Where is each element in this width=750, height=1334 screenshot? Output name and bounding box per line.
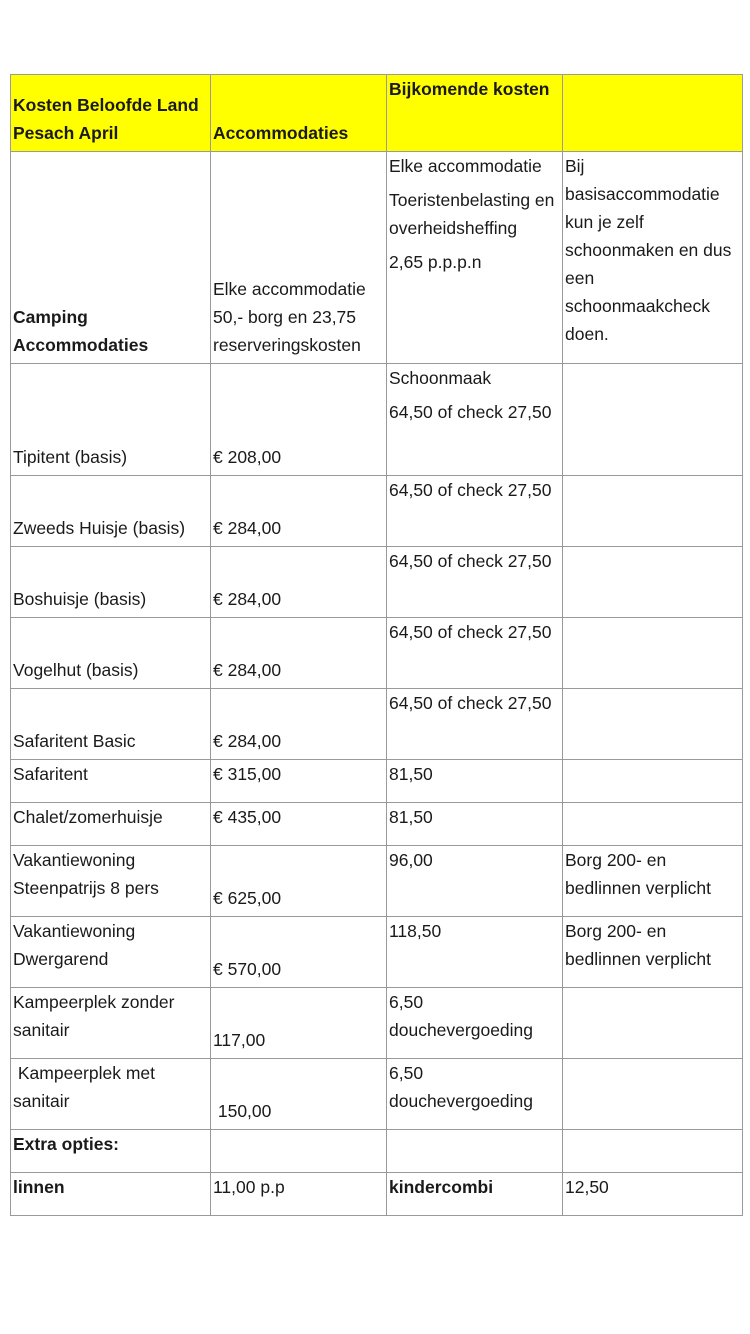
row-name: Vakantiewoning Dwergarend (11, 917, 211, 988)
row-name: Zweeds Huisje (basis) (11, 476, 211, 547)
row-note (563, 618, 743, 689)
row-note: Borg 200- en bedlinnen verplicht (563, 846, 743, 917)
price-table (10, 74, 743, 1216)
row-extra: 64,50 of check 27,50 (387, 618, 563, 689)
row-name: Tipitent (basis) (11, 364, 211, 476)
extra-linnen-label: linnen (11, 1173, 211, 1216)
row-note (563, 689, 743, 760)
tax-line1: Elke accommodatie (389, 156, 542, 176)
extras-row (11, 1173, 743, 1216)
row-price: 117,00 (211, 988, 387, 1059)
row-extra: 6,50 douchevergoeding (387, 988, 563, 1059)
tax-line2: Toeristenbelasting en overheidsheffing (389, 190, 555, 238)
row-name: Kampeerplek zonder sanitair (11, 988, 211, 1059)
row-extra: 96,00 (387, 846, 563, 917)
extras-title-row (11, 1130, 743, 1173)
camping-label-cell (11, 152, 211, 364)
row-extra: 64,50 of check 27,50 (387, 689, 563, 760)
row-extra: 64,50 of check 27,50 (387, 547, 563, 618)
camping-row (11, 152, 743, 364)
table-row (11, 618, 743, 689)
row-note (563, 988, 743, 1059)
extra-kindercombi-label: kindercombi (387, 1173, 563, 1216)
table-row (11, 547, 743, 618)
camping-label-line2: Accommodaties (13, 335, 149, 355)
row-price: € 284,00 (211, 618, 387, 689)
header-row (11, 75, 743, 152)
table-row (11, 476, 743, 547)
row-note (563, 1059, 743, 1130)
table-row (11, 988, 743, 1059)
row-name: Chalet/zomerhuisje (11, 803, 211, 846)
row-price: € 284,00 (211, 547, 387, 618)
header-empty (563, 75, 743, 152)
row-price: € 284,00 (211, 476, 387, 547)
row-extra: 81,50 (387, 760, 563, 803)
empty-cell (387, 1130, 563, 1173)
row-extra: 64,50 of check 27,50 (387, 476, 563, 547)
row-price: € 284,00 (211, 689, 387, 760)
row-note: Borg 200- en bedlinnen verplicht (563, 917, 743, 988)
extras-title: Extra opties: (11, 1130, 211, 1173)
table-row (11, 760, 743, 803)
row-price: € 315,00 (211, 760, 387, 803)
header-title-cell (11, 75, 211, 152)
row-price: € 435,00 (211, 803, 387, 846)
row-name: Vakantiewoning Steenpatrijs 8 pers (11, 846, 211, 917)
camping-label-line1: Camping (13, 307, 88, 327)
row-price: € 208,00 (211, 364, 387, 476)
header-bijkomende-kosten: Bijkomende kosten (387, 75, 563, 152)
empty-cell (211, 1130, 387, 1173)
row-price: € 625,00 (211, 846, 387, 917)
cleaning-note: Bij basisaccommodatie kun je zelf schoonmaken en dus een schoonmaakcheck doen. (563, 152, 743, 364)
row-extra-cell (387, 364, 563, 476)
header-title-line1: Kosten Beloofde Land (13, 95, 199, 115)
row-note (563, 364, 743, 476)
table-row (11, 803, 743, 846)
row-note (563, 476, 743, 547)
tax-line3: 2,65 p.p.p.n (389, 252, 482, 272)
row-extra: 6,50 douchevergoeding (387, 1059, 563, 1130)
row-note (563, 547, 743, 618)
deposit-note: Elke accommodatie 50,- borg en 23,75 reserveringskosten (211, 152, 387, 364)
row-extra: 81,50 (387, 803, 563, 846)
row-price: € 570,00 (211, 917, 387, 988)
table-row (11, 917, 743, 988)
table-row (11, 364, 743, 476)
empty-cell (563, 1130, 743, 1173)
table-row (11, 689, 743, 760)
row-name: Boshuisje (basis) (11, 547, 211, 618)
table-row (11, 1059, 743, 1130)
row-name: Kampeerplek met sanitair (11, 1059, 211, 1130)
extra-linnen-price: 11,00 p.p (211, 1173, 387, 1216)
row-extra: 118,50 (387, 917, 563, 988)
row-extra-title: Schoonmaak (389, 368, 492, 388)
row-name: Vogelhut (basis) (11, 618, 211, 689)
row-price: 150,00 (211, 1059, 387, 1130)
row-extra: 64,50 of check 27,50 (389, 402, 552, 422)
row-name: Safaritent Basic (11, 689, 211, 760)
header-accommodaties: Accommodaties (211, 75, 387, 152)
row-note (563, 803, 743, 846)
header-title-line2: Pesach April (13, 123, 119, 143)
table-row (11, 846, 743, 917)
extra-kindercombi-price: 12,50 (563, 1173, 743, 1216)
tax-cell (387, 152, 563, 364)
row-note (563, 760, 743, 803)
row-name: Safaritent (11, 760, 211, 803)
